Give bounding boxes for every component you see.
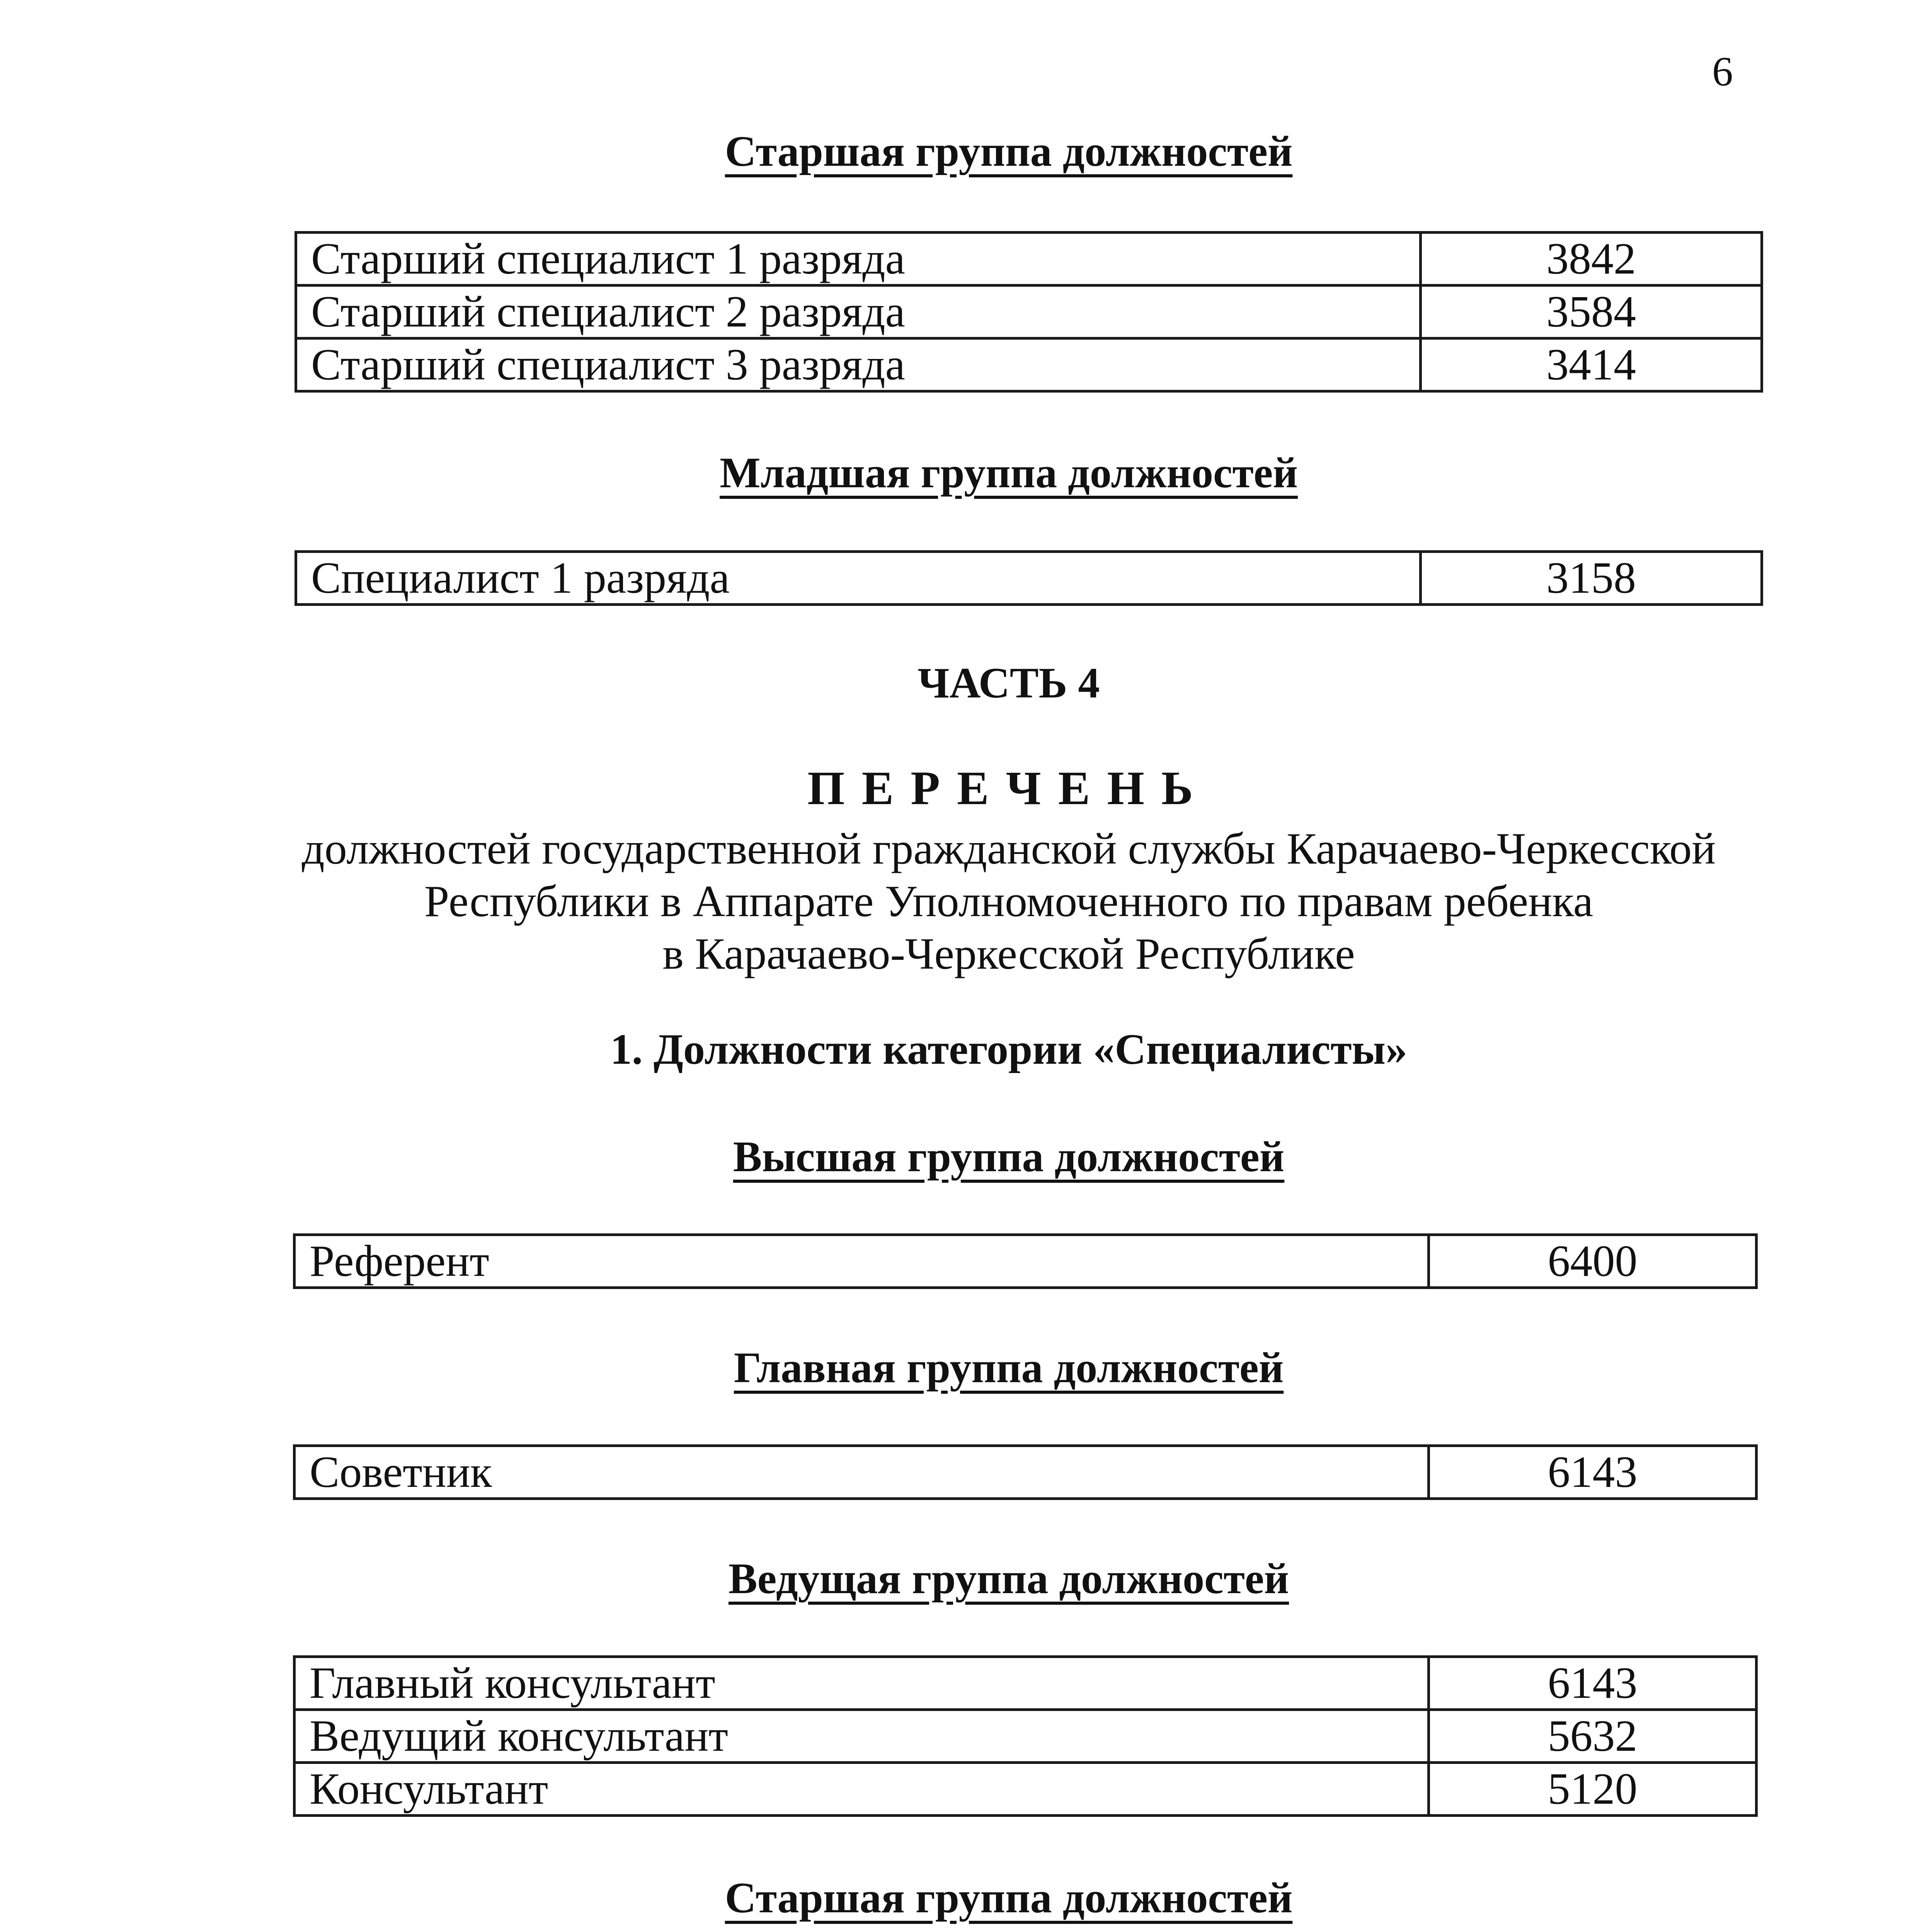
group-heading-highest: Высшая группа должностей — [733, 1133, 1285, 1181]
positions-table-highest — [293, 1233, 1758, 1289]
position-value: 3414 — [1421, 338, 1762, 391]
positions-table-leading — [293, 1655, 1758, 1817]
position-name: Главный консультант — [295, 1657, 1429, 1710]
position-name: Ведущий консультант — [295, 1710, 1429, 1763]
table-row — [296, 233, 1762, 286]
position-name: Референт — [295, 1235, 1429, 1288]
position-value: 3158 — [1421, 552, 1762, 605]
positions-table-main — [293, 1444, 1758, 1500]
description-line: должностей государственной гражданской службы Карачаево-Черкесской — [301, 824, 1716, 874]
table-row — [295, 1657, 1757, 1710]
table-row — [295, 1763, 1757, 1816]
group-heading-junior-a: Младшая группа должностей — [720, 449, 1298, 497]
table-row — [295, 1446, 1757, 1499]
positions-table-junior-a — [295, 550, 1763, 606]
table-row — [295, 1710, 1757, 1763]
position-name: Старший специалист 2 разряда — [296, 286, 1421, 338]
group-heading-senior-a: Старшая группа должностей — [725, 128, 1293, 175]
group-heading-leading: Ведущая группа должностей — [728, 1555, 1289, 1603]
position-value: 6143 — [1429, 1657, 1757, 1710]
position-value: 6143 — [1429, 1446, 1757, 1499]
position-name: Консультант — [295, 1763, 1429, 1816]
table-row — [296, 286, 1762, 338]
position-name: Специалист 1 разряда — [296, 552, 1421, 605]
list-title-block — [0, 760, 1910, 980]
group-heading-main: Главная группа должностей — [734, 1344, 1284, 1392]
position-value: 6400 — [1429, 1235, 1757, 1288]
position-value: 5120 — [1429, 1763, 1757, 1816]
description-line: Республики в Аппарате Уполномоченного по правам ребенка — [424, 876, 1593, 926]
list-description — [0, 823, 1910, 980]
position-value: 3842 — [1421, 233, 1762, 286]
category-title-specialists: 1. Должности категории «Специалисты» — [610, 1026, 1408, 1073]
part-title: ЧАСТЬ 4 — [918, 659, 1100, 707]
position-name: Старший специалист 3 разряда — [296, 338, 1421, 391]
table-row — [296, 338, 1762, 391]
position-value: 3584 — [1421, 286, 1762, 338]
page-number: 6 — [1712, 49, 1733, 95]
position-name: Советник — [295, 1446, 1429, 1499]
group-heading-senior-b: Старшая группа должностей — [725, 1874, 1293, 1922]
table-row — [296, 552, 1762, 605]
description-line: в Карачаево-Черкесской Республике — [662, 929, 1355, 979]
list-title: ПЕРЕЧЕНЬ — [807, 762, 1210, 815]
table-row — [295, 1235, 1757, 1288]
position-name: Старший специалист 1 разряда — [296, 233, 1421, 286]
positions-table-senior-a — [295, 231, 1763, 393]
position-value: 5632 — [1429, 1710, 1757, 1763]
